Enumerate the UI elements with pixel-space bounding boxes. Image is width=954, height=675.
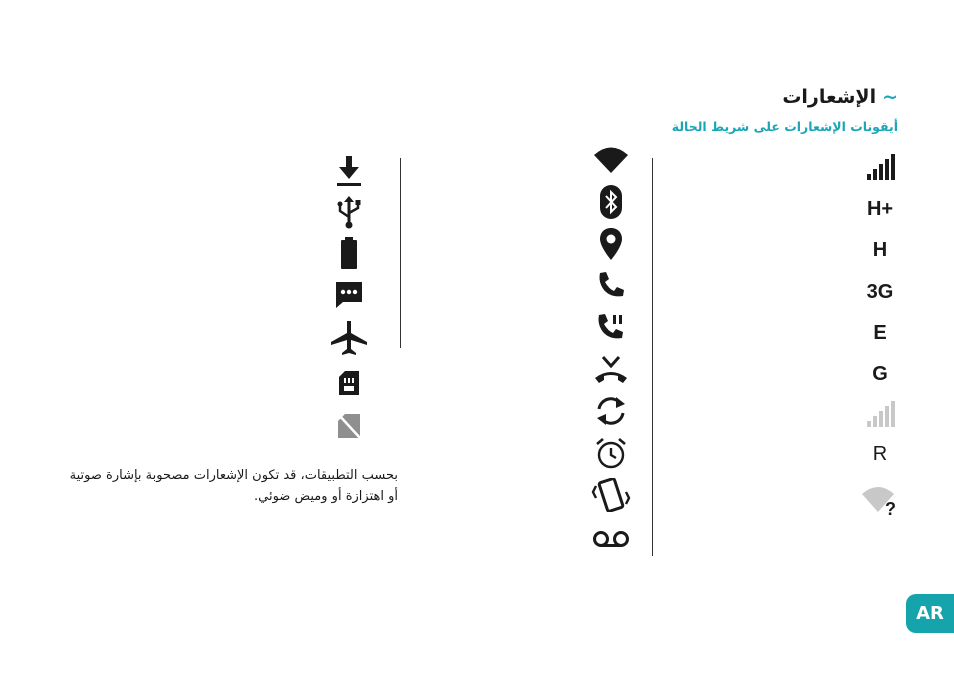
battery-icon [329, 235, 369, 271]
wifi-icon [591, 142, 631, 178]
download-icon [329, 153, 369, 189]
column-divider-right [652, 158, 653, 556]
title-text: الإشعارات [782, 86, 877, 108]
bluetooth-icon [591, 184, 631, 220]
h-icon: H [872, 238, 888, 261]
sim-card-icon [329, 365, 369, 401]
no-sim-icon [329, 408, 369, 444]
page-subtitle: أيقونات الإشعارات على شريط الحالة [671, 119, 898, 134]
roaming-icon: R [872, 442, 888, 465]
notification-note: بحسب التطبيقات، قد تكون الإشعارات مصحوبة بإشارة صوتية أو اهتزازة أو وميض ضوئي. [69, 468, 398, 504]
voicemail-icon [591, 521, 631, 557]
wifi-available-icon [860, 482, 900, 518]
location-icon [591, 226, 631, 262]
message-icon [329, 277, 369, 313]
sync-icon [591, 393, 631, 429]
gprs-icon: G [872, 362, 888, 385]
signal-strength-icon [860, 150, 900, 186]
language-badge: AR [906, 594, 954, 633]
usb-icon [329, 194, 369, 230]
airplane-icon [329, 320, 369, 356]
edge-icon: E [873, 321, 887, 344]
phone-icon [591, 267, 631, 303]
missed-call-icon [591, 351, 631, 387]
3g-icon: 3G [866, 280, 894, 303]
title-symbol: ~ [882, 86, 898, 108]
column-divider-left [400, 158, 401, 348]
alarm-icon [591, 435, 631, 471]
svg-text:?: ? [885, 499, 896, 516]
h-plus-icon: H+ [866, 197, 894, 220]
page-title [782, 86, 898, 108]
no-signal-icon [860, 397, 900, 433]
call-hold-icon [591, 309, 631, 345]
vibrate-icon [591, 477, 631, 513]
